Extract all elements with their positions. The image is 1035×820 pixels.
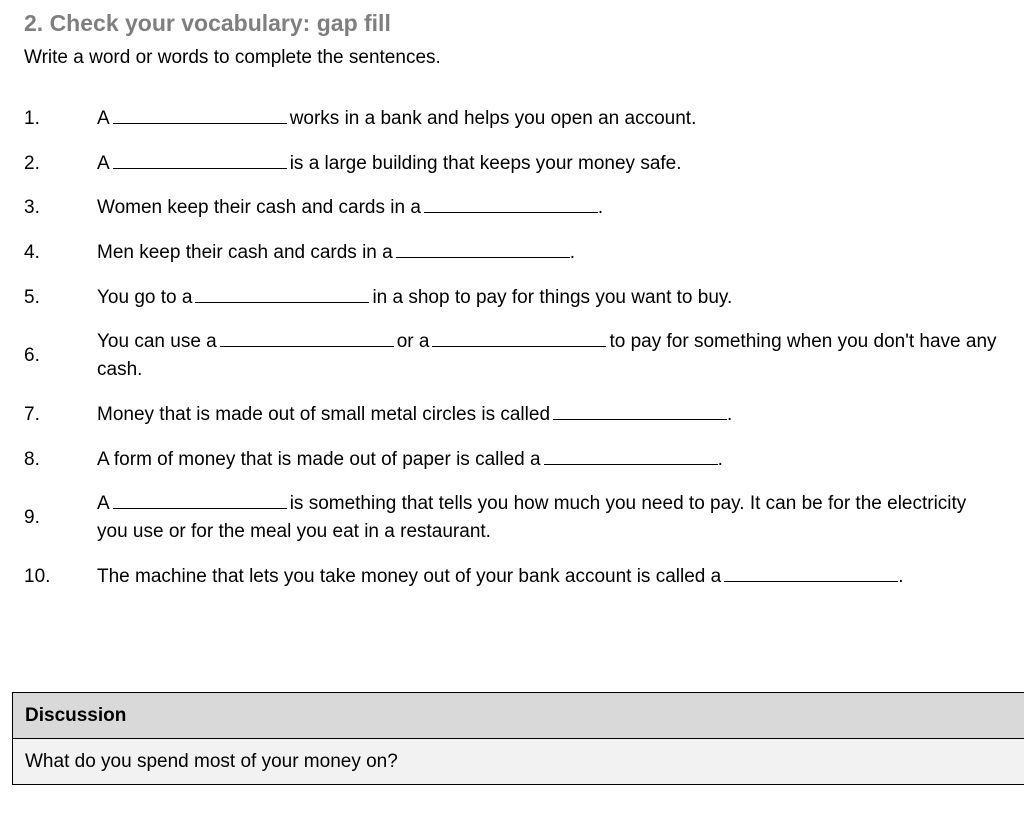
question-text bbox=[97, 284, 997, 312]
question-number: 1. bbox=[24, 108, 40, 129]
answer-blank[interactable] bbox=[113, 150, 287, 169]
text-part: works in a bank and helps you open an account. bbox=[289, 108, 697, 129]
answer-blank[interactable] bbox=[113, 490, 287, 509]
answer-blank[interactable] bbox=[424, 194, 598, 213]
question-number: 2. bbox=[24, 153, 40, 174]
question-number: 3. bbox=[24, 197, 40, 218]
text-part: A bbox=[97, 493, 110, 514]
text-part: Women keep their cash and cards in a bbox=[97, 197, 421, 218]
answer-blank[interactable] bbox=[553, 401, 727, 420]
text-part: Money that is made out of small metal circles is called bbox=[97, 404, 551, 425]
question-text bbox=[97, 490, 997, 546]
question-number: 10. bbox=[24, 566, 51, 587]
question-text bbox=[97, 328, 997, 384]
text-part: A form of money that is made out of paper is called a bbox=[97, 449, 541, 470]
text-part: is something that tells you how much you need to pay. It can be for the electricity you use or for the meal you eat in a restaurant. bbox=[97, 493, 967, 542]
text-part: to pay for something when you don't have any cash. bbox=[97, 331, 997, 380]
question-text bbox=[97, 194, 997, 222]
answer-blank[interactable] bbox=[432, 328, 606, 347]
discussion-box bbox=[12, 692, 1024, 785]
answer-blank[interactable] bbox=[396, 239, 570, 258]
text-part: or a bbox=[396, 331, 430, 352]
question-number: 7. bbox=[24, 404, 40, 425]
text-part: . bbox=[569, 242, 576, 263]
question-text bbox=[97, 150, 997, 178]
text-part: . bbox=[898, 566, 904, 587]
answer-blank[interactable] bbox=[220, 328, 394, 347]
discussion-heading: Discussion bbox=[13, 693, 1024, 739]
question-number: 8. bbox=[24, 449, 40, 470]
text-part: in a shop to pay for things you want to buy. bbox=[372, 287, 733, 308]
text-part: The machine that lets you take money out of your bank account is called a bbox=[97, 566, 722, 587]
text-part: Men keep their cash and cards in a bbox=[97, 242, 393, 263]
text-part: . bbox=[597, 197, 604, 218]
question-number: 9. bbox=[24, 507, 40, 528]
question-text bbox=[97, 105, 997, 133]
question-number: 5. bbox=[24, 287, 40, 308]
text-part: A bbox=[97, 153, 110, 174]
question-text bbox=[97, 239, 997, 267]
answer-blank[interactable] bbox=[724, 563, 898, 582]
text-part: You can use a bbox=[97, 331, 217, 352]
question-text bbox=[97, 401, 997, 429]
section-title: 2. Check your vocabulary: gap fill bbox=[24, 10, 391, 36]
question-text bbox=[97, 563, 997, 591]
instructions: Write a word or words to complete the sentences. bbox=[24, 47, 441, 68]
text-part: is a large building that keeps your money safe. bbox=[289, 153, 682, 174]
question-number: 6. bbox=[24, 345, 40, 366]
text-part: You go to a bbox=[97, 287, 193, 308]
answer-blank[interactable] bbox=[113, 105, 287, 124]
text-part: . bbox=[717, 449, 723, 470]
text-part: . bbox=[727, 404, 733, 425]
discussion-question: What do you spend most of your money on? bbox=[13, 739, 1024, 784]
text-part: A bbox=[97, 108, 110, 129]
answer-blank[interactable] bbox=[195, 284, 369, 303]
answer-blank[interactable] bbox=[544, 446, 718, 465]
question-number: 4. bbox=[24, 242, 40, 263]
question-text bbox=[97, 446, 997, 474]
